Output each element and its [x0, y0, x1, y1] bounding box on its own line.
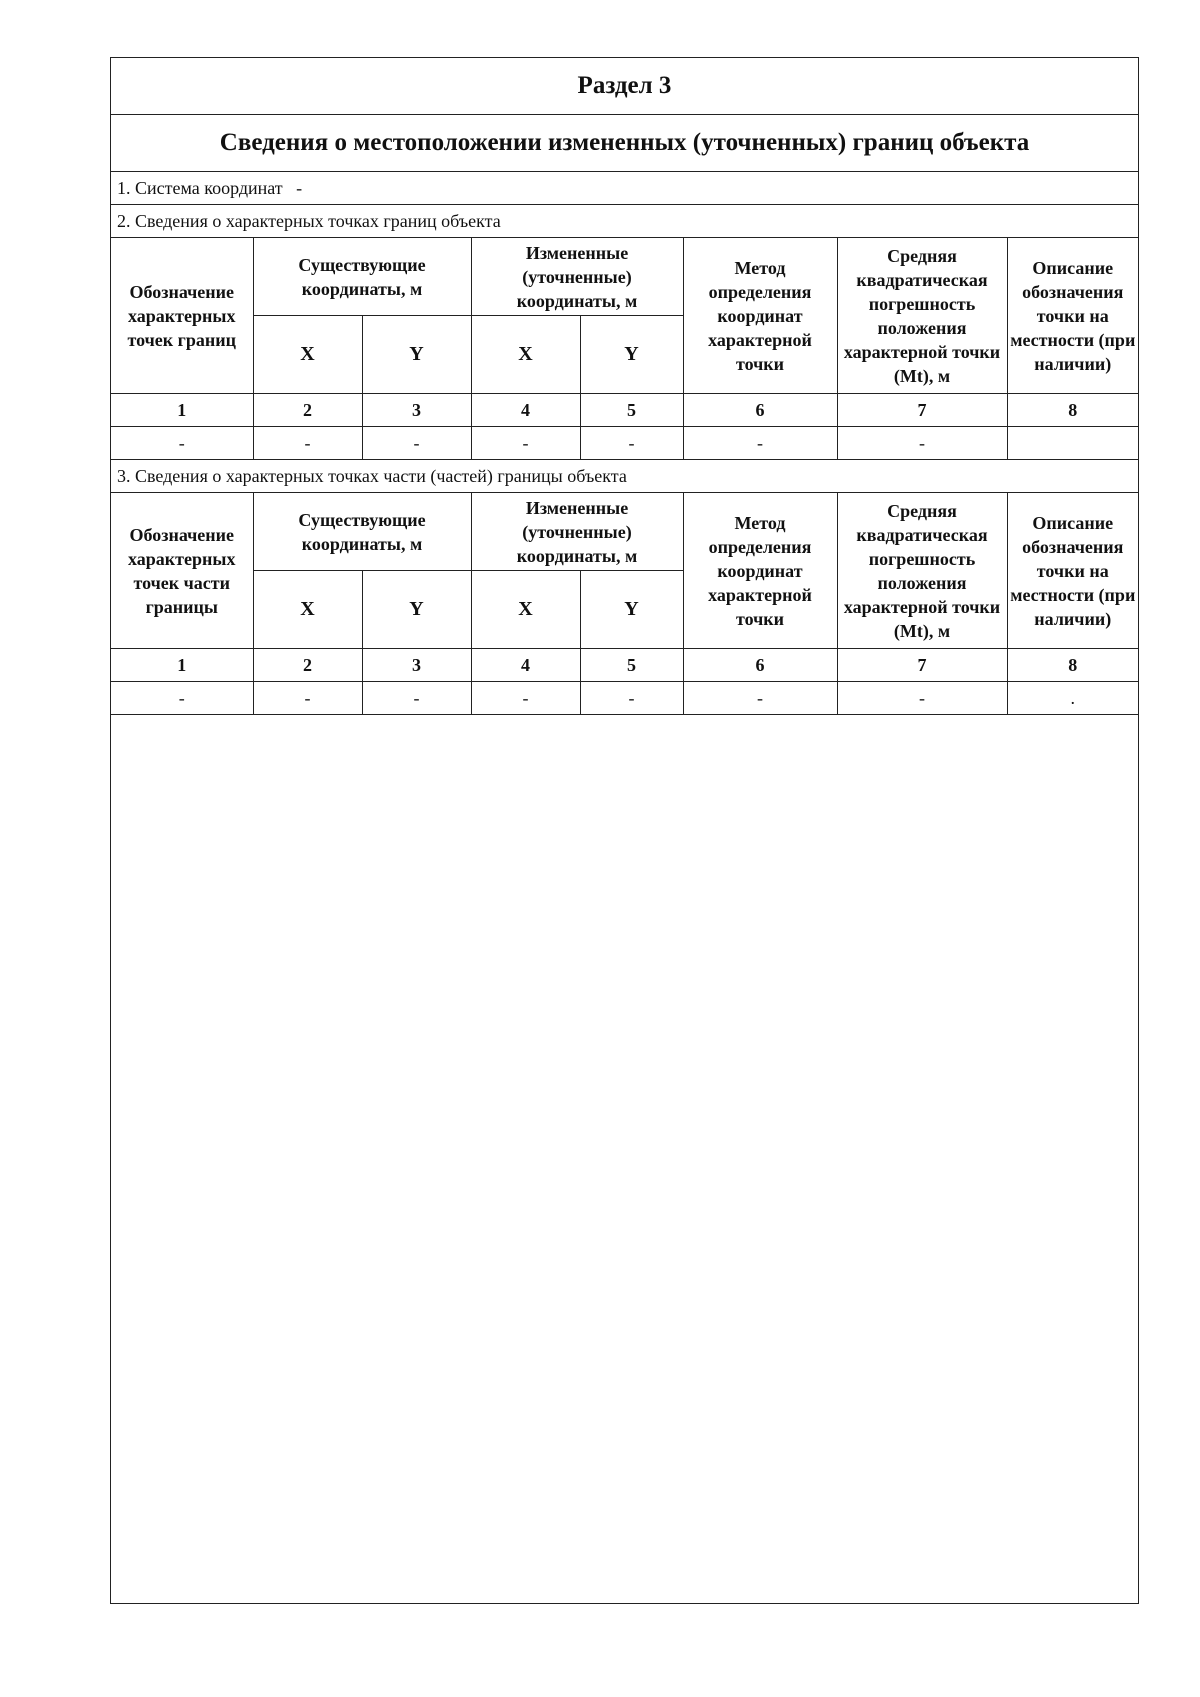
t1-colnum: 7 [837, 394, 1007, 427]
t1-colnum: 5 [580, 394, 683, 427]
t2-header-method: Метод определения координат характерной точки [683, 493, 837, 649]
t1-cell: - [683, 427, 837, 460]
t1-colnum: 6 [683, 394, 837, 427]
coord-system-value: - [296, 177, 303, 198]
t1-header-description: Описание обозначения точки на местности (при наличии) [1007, 238, 1138, 394]
t2-cell: - [580, 682, 683, 715]
t1-header-changed: Измененные (уточненные) координаты, м [471, 238, 683, 316]
t1-colnum: 4 [471, 394, 580, 427]
t1-header-existing-y: Y [362, 316, 471, 394]
t1-column-numbers [111, 394, 1138, 427]
section-table [111, 58, 1138, 715]
coord-system-row [111, 172, 1138, 205]
t2-colnum: 8 [1007, 649, 1138, 682]
t1-colnum: 2 [253, 394, 362, 427]
t1-header-changed-y: Y [580, 316, 683, 394]
t1-cell: - [471, 427, 580, 460]
t2-header-error: Средняя квадратическая погрешность положения характерной точки (Mt), м [837, 493, 1007, 649]
t2-header-changed: Измененные (уточненные) координаты, м [471, 493, 683, 571]
t2-header-existing: Существующие координаты, м [253, 493, 471, 571]
t2-cell: - [837, 682, 1007, 715]
document-frame [110, 57, 1139, 1604]
t1-cell: - [580, 427, 683, 460]
section-title: Раздел 3 [111, 58, 1138, 115]
table-row [111, 427, 1138, 460]
table2-caption: 3. Сведения о характерных точках части (частей) границы объекта [111, 460, 1138, 493]
t2-colnum: 5 [580, 649, 683, 682]
t2-header-changed-y: Y [580, 571, 683, 649]
t2-cell: . [1007, 682, 1138, 715]
t1-cell: - [253, 427, 362, 460]
t2-cell: - [253, 682, 362, 715]
t2-colnum: 1 [111, 649, 253, 682]
t2-cell: - [362, 682, 471, 715]
t2-header-description: Описание обозначения точки на местности (при наличии) [1007, 493, 1138, 649]
t2-cell: - [471, 682, 580, 715]
t2-header-existing-x: X [253, 571, 362, 649]
t2-header-changed-x: X [471, 571, 580, 649]
t1-colnum: 3 [362, 394, 471, 427]
table1-caption: 2. Сведения о характерных точках границ объекта [111, 205, 1138, 238]
t2-cell: - [111, 682, 253, 715]
document-title: Сведения о местоположении измененных (уточненных) границ объекта [111, 115, 1138, 172]
t2-column-numbers [111, 649, 1138, 682]
t2-colnum: 3 [362, 649, 471, 682]
t1-header-existing: Существующие координаты, м [253, 238, 471, 316]
coord-system-label: 1. Система координат [117, 177, 283, 198]
t1-header-error: Средняя квадратическая погрешность положения характерной точки (Mt), м [837, 238, 1007, 394]
t1-colnum: 1 [111, 394, 253, 427]
t1-colnum: 8 [1007, 394, 1138, 427]
t1-cell: - [362, 427, 471, 460]
t2-colnum: 2 [253, 649, 362, 682]
t1-cell: - [837, 427, 1007, 460]
table-row [111, 682, 1138, 715]
t1-header-changed-x: X [471, 316, 580, 394]
t2-header-existing-y: Y [362, 571, 471, 649]
t1-cell: - [111, 427, 253, 460]
t1-header-method: Метод определения координат характерной точки [683, 238, 837, 394]
t2-colnum: 7 [837, 649, 1007, 682]
t1-cell [1007, 427, 1138, 460]
t1-header-designation: Обозначение характерных точек границ [111, 238, 253, 394]
t1-header-existing-x: X [253, 316, 362, 394]
t2-cell: - [683, 682, 837, 715]
t2-colnum: 4 [471, 649, 580, 682]
t2-colnum: 6 [683, 649, 837, 682]
t2-header-designation: Обозначение характерных точек части границы [111, 493, 253, 649]
